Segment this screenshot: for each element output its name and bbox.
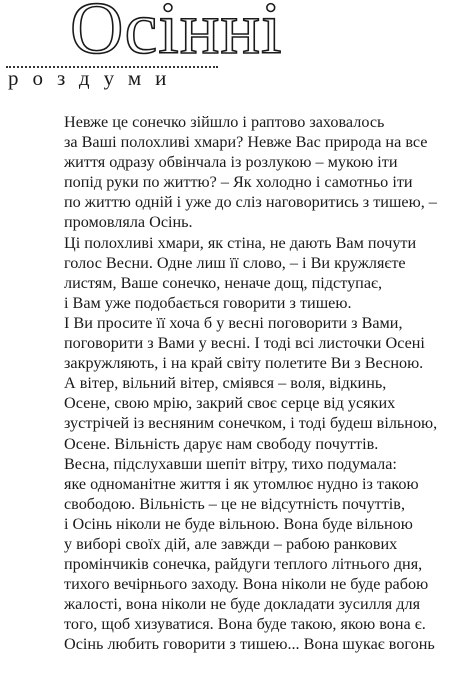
text-line: Осене. Вільність дарує нам свободу почуттів. xyxy=(64,434,379,453)
text-line: жалості, вона ніколи не буде докладати зусилля для xyxy=(64,595,421,614)
body-text xyxy=(64,112,464,655)
text-line: промовляла Осінь. xyxy=(64,213,193,232)
text-line: промінчиків сонечка, райдуги теплого літнього дня, xyxy=(64,555,423,574)
text-line: Весна, підслухавши шепіт вітру, тихо подумала: xyxy=(64,454,397,473)
text-line: попід руки по життю? – Як холодно і самотньо іти xyxy=(64,173,413,192)
page-subtitle: роздуми xyxy=(8,66,181,90)
text-line: листям, Ваше сонечко, неначе дощ, підступає, xyxy=(64,273,383,292)
text-line: у виборі своїх дій, але завжди – рабою ранкових xyxy=(64,534,398,553)
text-line: і Вам уже подобається говорити з тишею. xyxy=(64,293,352,312)
text-line: закружляють, і на край світу полетите Ви з Весною. xyxy=(64,354,424,373)
text-line: свободою. Вільність – це не відсутність почуттів, xyxy=(64,494,405,513)
text-line: Ці полохливі хмари, як стіна, не дають Вам почути xyxy=(64,233,417,252)
text-line: зустрічей із весняним сонечком, і тоді будеш вільною, xyxy=(64,414,438,433)
text-line: поговорити з Вами у весні. І тоді всі листочки Осені xyxy=(64,334,425,353)
text-line: Невже це сонечко зійшло і раптово заховалось xyxy=(64,113,385,131)
text-line: І Ви просите її хоча б у весні поговорити з Вами, xyxy=(64,313,403,332)
text-line: по життю одній і уже до сліз наговоритись з тишею, – xyxy=(64,193,437,212)
text-line: голос Весни. Одне лиш її слово, – і Ви кружляєте xyxy=(64,253,406,272)
text-line: тихого вечірнього заходу. Вона ніколи не буде рабою xyxy=(64,575,429,594)
text-line: того, щоб хизуватися. Вона буде такою, якою вона є. xyxy=(64,615,426,634)
text-line: і Осінь ніколи не буде вільною. Вона буде вільною xyxy=(64,514,413,533)
header xyxy=(0,0,466,100)
text-line: за Ваші полохливі хмари? Невже Вас природа на все xyxy=(64,133,428,152)
text-line: Осінь любить говорити з тишею... Вона шукає вогонь xyxy=(64,635,435,654)
text-line: життя одразу обвінчала із розлукою – мукою іти xyxy=(64,153,398,172)
page-title: Осінні xyxy=(70,0,283,70)
text-line: Осене, свою мрію, закрий своє серце від усяких xyxy=(64,394,396,413)
text-line: А вітер, вільний вітер, сміявся – воля, відкинь, xyxy=(64,374,387,393)
text-line: яке одноманітне життя і як утомлює нудно із такою xyxy=(64,474,419,493)
